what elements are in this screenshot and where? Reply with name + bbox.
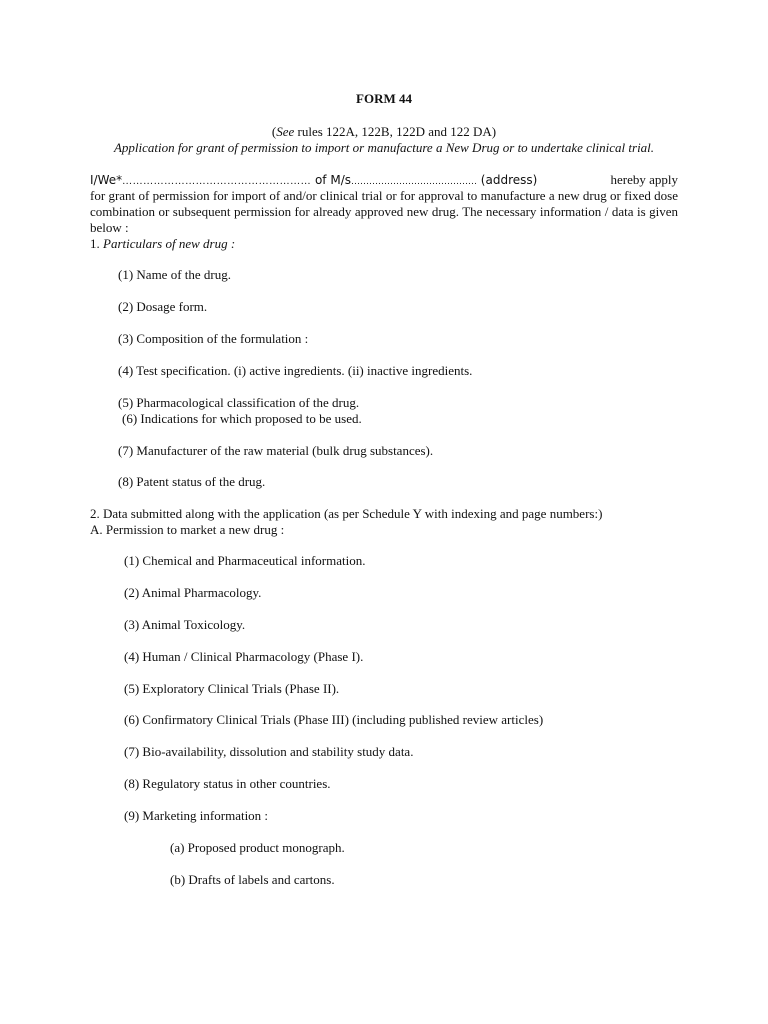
list-item: (9) Marketing information : xyxy=(124,808,269,823)
company-name-blank: …………………………………… xyxy=(350,176,477,186)
of-ms-label: of M/s xyxy=(311,173,351,187)
rules-text: rules 122A, 122B, 122D and 122 DA) xyxy=(294,124,497,139)
list-item: (5) Exploratory Clinical Trials (Phase II). xyxy=(124,681,340,696)
list-item: (6) Indications for which proposed to be used. xyxy=(122,411,362,426)
sub-list-item: (a) Proposed product monograph. xyxy=(170,840,345,855)
section-1-heading xyxy=(90,236,235,252)
rules-reference xyxy=(0,124,768,140)
list-item: (8) Regulatory status in other countries. xyxy=(124,776,331,791)
sub-list-item: (b) Drafts of labels and cartons. xyxy=(170,872,335,887)
list-item: (2) Dosage form. xyxy=(118,299,208,314)
rules-see: See xyxy=(276,124,295,139)
list-item: (2) Animal Pharmacology. xyxy=(124,585,262,600)
form-title: FORM 44 xyxy=(356,91,412,106)
section-2-sub-a: A. Permission to market a new drug : xyxy=(90,522,285,537)
list-item: (3) Animal Toxicology. xyxy=(124,617,246,632)
hereby-apply: hereby apply xyxy=(610,172,678,187)
list-item: (1) Name of the drug. xyxy=(118,267,231,282)
rules-prefix: ( xyxy=(271,124,277,139)
section-1-number: 1. xyxy=(90,236,103,251)
section-2-heading: 2. Data submitted along with the application (as per Schedule Y with indexing and page numbers:) xyxy=(90,506,603,521)
form-subtitle: Application for grant of permission to import or manufacture a New Drug or to undertake clinical trial. xyxy=(113,140,655,155)
intro-paragraph: for grant of permission for import of and/or clinical trial or for approval to manufacture a new drug or fixed dose combination or subsequent permission for already approved new drug. The necessary information / data is given below : xyxy=(90,188,678,235)
list-item: (4) Human / Clinical Pharmacology (Phase I). xyxy=(124,649,364,664)
list-item: (5) Pharmacological classification of the drug. xyxy=(118,395,360,410)
list-item: (7) Bio-availability, dissolution and stability study data. xyxy=(124,744,414,759)
section-1-title: Particulars of new drug : xyxy=(103,236,236,251)
applicant-name-blank: ……………………………………………… xyxy=(122,176,312,187)
list-item: (7) Manufacturer of the raw material (bulk drug substances). xyxy=(118,443,434,458)
list-item: (1) Chemical and Pharmaceutical information. xyxy=(124,553,366,568)
iwe-label: I/We* xyxy=(90,173,123,187)
list-item: (4) Test specification. (i) active ingredients. (ii) inactive ingredients. xyxy=(118,363,473,378)
list-item: (3) Composition of the formulation : xyxy=(118,331,309,346)
list-item: (8) Patent status of the drug. xyxy=(118,474,266,489)
list-item: (6) Confirmatory Clinical Trials (Phase III) (including published review articles) xyxy=(124,712,544,727)
address-label: (address) xyxy=(476,173,538,187)
